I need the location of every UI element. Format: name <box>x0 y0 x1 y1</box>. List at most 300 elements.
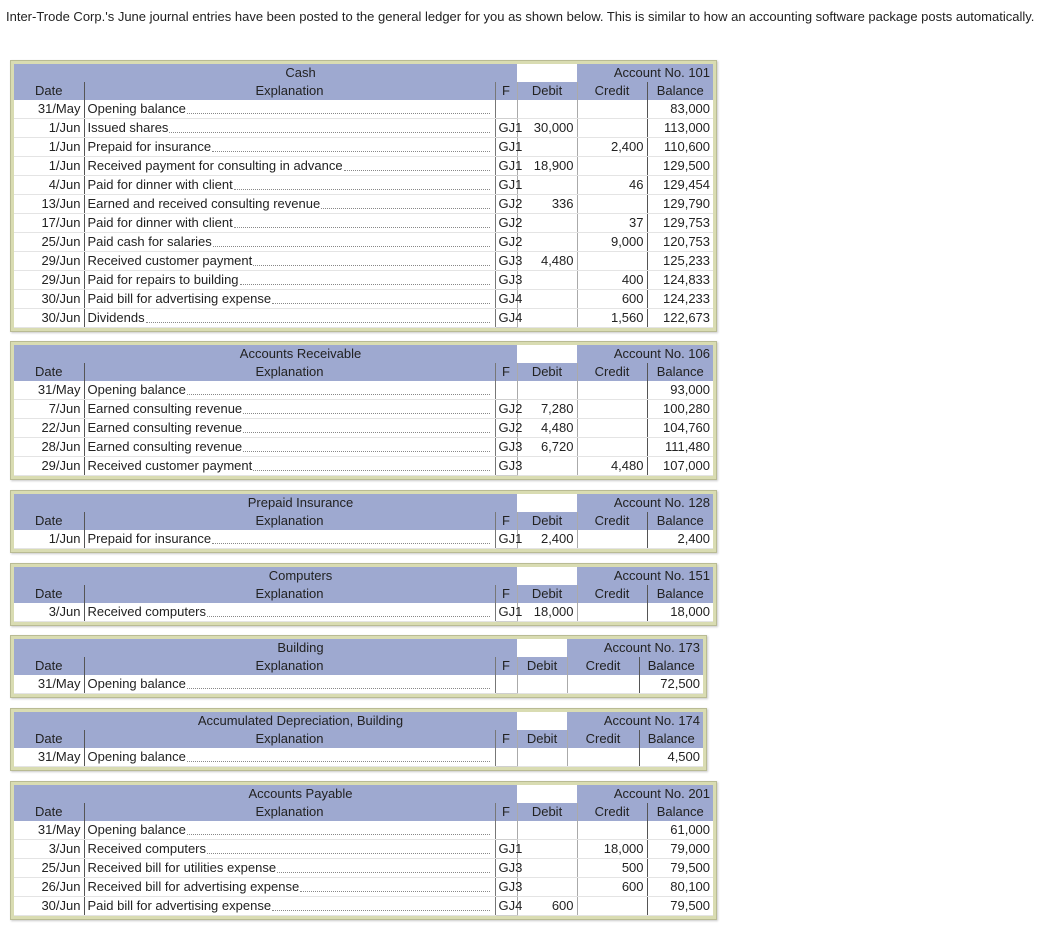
row-balance: 4,500 <box>639 748 703 767</box>
dotted-leader <box>272 303 489 304</box>
row-explanation: Opening balance <box>87 101 186 116</box>
row-date: 29/Jun <box>14 252 84 271</box>
debit-header: Debit <box>517 512 577 530</box>
row-folio: GJ3 <box>495 878 517 897</box>
row-balance: 107,000 <box>647 457 713 476</box>
row-credit: 4,480 <box>577 457 647 476</box>
account-number: Account No. 173 <box>567 639 703 657</box>
ledger-row <box>14 290 713 309</box>
row-debit: 600 <box>517 897 577 916</box>
row-explanation-wrap <box>88 252 492 270</box>
ledger-row <box>14 233 713 252</box>
ledger-row <box>14 271 713 290</box>
explanation-header: Explanation <box>84 82 495 100</box>
row-date: 30/Jun <box>14 290 84 309</box>
row-explanation-cell <box>84 233 495 252</box>
row-debit <box>517 271 577 290</box>
row-debit <box>517 214 577 233</box>
row-explanation-wrap <box>88 419 492 437</box>
row-balance: 18,000 <box>647 603 713 622</box>
account-name: Prepaid Insurance <box>84 494 517 512</box>
explanation-header: Explanation <box>84 803 495 821</box>
row-explanation: Issued shares <box>87 120 169 135</box>
ledger-row <box>14 119 713 138</box>
row-debit: 4,480 <box>517 419 577 438</box>
row-balance: 129,790 <box>647 195 713 214</box>
ledger-row <box>14 530 713 549</box>
row-folio: GJ4 <box>495 897 517 916</box>
title-gap <box>517 785 577 803</box>
row-explanation-cell <box>84 840 495 859</box>
dotted-leader <box>253 470 489 471</box>
row-debit <box>517 381 577 400</box>
row-explanation: Received bill for utilities expense <box>87 860 277 875</box>
ledger-row <box>14 195 713 214</box>
row-folio: GJ3 <box>495 859 517 878</box>
ledger-computers <box>10 563 717 626</box>
row-credit: 46 <box>577 176 647 195</box>
ledger-row <box>14 840 713 859</box>
row-balance: 83,000 <box>647 100 713 119</box>
credit-header: Credit <box>577 585 647 603</box>
row-folio: GJ2 <box>495 419 517 438</box>
account-number: Account No. 106 <box>577 345 713 363</box>
row-credit <box>577 438 647 457</box>
row-debit <box>517 675 567 694</box>
ledger-row <box>14 821 713 840</box>
row-balance: 124,833 <box>647 271 713 290</box>
dotted-leader <box>146 322 490 323</box>
account-number: Account No. 174 <box>567 712 703 730</box>
balance-header: Balance <box>647 363 713 381</box>
ledger-building <box>10 635 707 698</box>
row-explanation-wrap <box>88 530 492 548</box>
row-explanation-wrap <box>88 381 492 399</box>
credit-header: Credit <box>577 82 647 100</box>
row-debit: 6,720 <box>517 438 577 457</box>
row-explanation-wrap <box>88 138 492 156</box>
ledger-prepaid-insurance <box>10 490 717 553</box>
row-folio: GJ1 <box>495 530 517 549</box>
title-spacer <box>14 639 84 657</box>
row-credit: 600 <box>577 290 647 309</box>
row-credit <box>577 400 647 419</box>
row-date: 29/Jun <box>14 457 84 476</box>
dotted-leader <box>187 688 490 689</box>
row-explanation-wrap <box>88 748 492 766</box>
explanation-header: Explanation <box>84 730 495 748</box>
row-explanation: Prepaid for insurance <box>87 531 212 546</box>
dotted-leader <box>169 132 489 133</box>
row-explanation-wrap <box>88 195 492 213</box>
title-spacer <box>14 64 84 82</box>
date-header: Date <box>14 585 84 603</box>
row-explanation: Earned and received consulting revenue <box>87 196 321 211</box>
row-date: 1/Jun <box>14 138 84 157</box>
dotted-leader <box>187 761 490 762</box>
row-debit <box>517 233 577 252</box>
row-date: 30/Jun <box>14 897 84 916</box>
credit-header: Credit <box>577 803 647 821</box>
row-debit: 18,000 <box>517 603 577 622</box>
ledger-table <box>14 639 703 694</box>
f-header: F <box>495 585 517 603</box>
credit-header: Credit <box>577 363 647 381</box>
title-spacer <box>14 567 84 585</box>
debit-header: Debit <box>517 803 577 821</box>
account-name: Building <box>84 639 517 657</box>
row-date: 31/May <box>14 100 84 119</box>
row-explanation: Dividends <box>87 310 145 325</box>
row-explanation: Received customer payment <box>87 458 253 473</box>
ledger-table <box>14 785 713 916</box>
row-date: 30/Jun <box>14 309 84 328</box>
row-credit: 1,560 <box>577 309 647 328</box>
dotted-leader <box>344 170 490 171</box>
ledger-row <box>14 748 703 767</box>
ledger-table <box>14 345 713 476</box>
row-balance: 93,000 <box>647 381 713 400</box>
dotted-leader <box>234 189 490 190</box>
row-credit <box>567 748 639 767</box>
row-folio <box>495 821 517 840</box>
row-balance: 124,233 <box>647 290 713 309</box>
row-explanation-cell <box>84 252 495 271</box>
ledger-row <box>14 859 713 878</box>
ledger-accounts-payable <box>10 781 717 920</box>
row-folio: GJ1 <box>495 157 517 176</box>
row-debit <box>517 859 577 878</box>
row-folio: GJ1 <box>495 138 517 157</box>
row-folio: GJ2 <box>495 195 517 214</box>
row-date: 13/Jun <box>14 195 84 214</box>
dotted-leader <box>213 246 490 247</box>
dotted-leader <box>207 616 490 617</box>
row-debit <box>517 748 567 767</box>
row-explanation-wrap <box>88 603 492 621</box>
row-balance: 125,233 <box>647 252 713 271</box>
row-explanation-cell <box>84 419 495 438</box>
title-gap <box>517 567 577 585</box>
ledger-table <box>14 64 713 328</box>
row-date: 3/Jun <box>14 840 84 859</box>
row-date: 1/Jun <box>14 157 84 176</box>
row-explanation-cell <box>84 157 495 176</box>
ledger-row <box>14 157 713 176</box>
row-credit <box>577 419 647 438</box>
account-number: Account No. 101 <box>577 64 713 82</box>
row-explanation-wrap <box>88 400 492 418</box>
balance-header: Balance <box>639 657 703 675</box>
row-folio <box>495 748 517 767</box>
date-header: Date <box>14 803 84 821</box>
row-explanation: Earned consulting revenue <box>87 439 243 454</box>
row-explanation: Paid cash for salaries <box>87 234 212 249</box>
row-balance: 104,760 <box>647 419 713 438</box>
row-credit: 400 <box>577 271 647 290</box>
row-explanation-cell <box>84 138 495 157</box>
row-explanation: Paid for dinner with client <box>87 177 233 192</box>
account-name: Accumulated Depreciation, Building <box>84 712 517 730</box>
dotted-leader <box>253 265 489 266</box>
ledger-row <box>14 400 713 419</box>
row-explanation: Prepaid for insurance <box>87 139 212 154</box>
ledger-row <box>14 419 713 438</box>
row-explanation-wrap <box>88 840 492 858</box>
account-number: Account No. 128 <box>577 494 713 512</box>
dotted-leader <box>240 284 490 285</box>
row-explanation: Opening balance <box>87 382 186 397</box>
row-debit <box>517 100 577 119</box>
row-explanation-wrap <box>88 859 492 877</box>
row-folio: GJ4 <box>495 290 517 309</box>
debit-header: Debit <box>517 363 577 381</box>
account-name: Accounts Receivable <box>84 345 517 363</box>
row-date: 25/Jun <box>14 233 84 252</box>
balance-header: Balance <box>647 803 713 821</box>
row-explanation-cell <box>84 400 495 419</box>
row-explanation-cell <box>84 603 495 622</box>
dotted-leader <box>212 543 489 544</box>
row-explanation-wrap <box>88 100 492 118</box>
dotted-leader <box>187 113 490 114</box>
debit-header: Debit <box>517 82 577 100</box>
row-date: 1/Jun <box>14 530 84 549</box>
row-folio: GJ2 <box>495 214 517 233</box>
row-date: 3/Jun <box>14 603 84 622</box>
f-header: F <box>495 82 517 100</box>
dotted-leader <box>187 394 490 395</box>
date-header: Date <box>14 82 84 100</box>
row-debit: 7,280 <box>517 400 577 419</box>
row-credit <box>577 100 647 119</box>
ledger-row <box>14 138 713 157</box>
dotted-leader <box>277 872 489 873</box>
explanation-header: Explanation <box>84 363 495 381</box>
row-explanation-wrap <box>88 309 492 327</box>
row-balance: 129,500 <box>647 157 713 176</box>
row-explanation-cell <box>84 309 495 328</box>
title-gap <box>517 345 577 363</box>
explanation-header: Explanation <box>84 512 495 530</box>
f-header: F <box>495 512 517 530</box>
row-explanation-cell <box>84 214 495 233</box>
f-header: F <box>495 657 517 675</box>
intro-text: Inter-Trode Corp.'s June journal entries have been posted to the general ledger for you as shown below. This is similar to how an accounting software package posts automatically. <box>6 9 1035 24</box>
debit-header: Debit <box>517 585 577 603</box>
row-folio: GJ2 <box>495 400 517 419</box>
row-explanation-cell <box>84 176 495 195</box>
row-explanation-cell <box>84 195 495 214</box>
credit-header: Credit <box>567 730 639 748</box>
ledger-row <box>14 100 713 119</box>
row-explanation-cell <box>84 271 495 290</box>
row-explanation-wrap <box>88 233 492 251</box>
account-number: Account No. 151 <box>577 567 713 585</box>
explanation-header: Explanation <box>84 657 495 675</box>
row-credit <box>577 381 647 400</box>
row-balance: 122,673 <box>647 309 713 328</box>
row-balance: 80,100 <box>647 878 713 897</box>
debit-header: Debit <box>517 657 567 675</box>
row-explanation: Paid for dinner with client <box>87 215 233 230</box>
row-explanation-cell <box>84 859 495 878</box>
row-debit <box>517 840 577 859</box>
account-name: Accounts Payable <box>84 785 517 803</box>
row-debit <box>517 457 577 476</box>
ledger-accumulated-depreciation-building <box>10 708 707 771</box>
row-balance: 79,500 <box>647 859 713 878</box>
row-credit <box>567 675 639 694</box>
row-date: 31/May <box>14 675 84 694</box>
row-credit <box>577 821 647 840</box>
row-balance: 79,500 <box>647 897 713 916</box>
row-debit: 18,900 <box>517 157 577 176</box>
row-folio: GJ1 <box>495 840 517 859</box>
row-date: 31/May <box>14 821 84 840</box>
f-header: F <box>495 803 517 821</box>
row-explanation-wrap <box>88 176 492 194</box>
row-folio: GJ4 <box>495 309 517 328</box>
row-debit: 2,400 <box>517 530 577 549</box>
row-explanation-cell <box>84 748 495 767</box>
row-credit <box>577 897 647 916</box>
row-debit <box>517 821 577 840</box>
row-folio: GJ3 <box>495 457 517 476</box>
title-spacer <box>14 712 84 730</box>
row-explanation-wrap <box>88 821 492 839</box>
row-folio: GJ3 <box>495 438 517 457</box>
row-explanation: Received bill for advertising expense <box>87 879 300 894</box>
row-date: 1/Jun <box>14 119 84 138</box>
dotted-leader <box>207 853 490 854</box>
row-explanation: Received computers <box>87 841 206 856</box>
row-credit <box>577 530 647 549</box>
row-balance: 129,753 <box>647 214 713 233</box>
row-credit: 600 <box>577 878 647 897</box>
row-explanation: Received payment for consulting in advance <box>87 158 343 173</box>
account-name: Computers <box>84 567 517 585</box>
row-balance: 2,400 <box>647 530 713 549</box>
date-header: Date <box>14 363 84 381</box>
row-explanation-cell <box>84 530 495 549</box>
row-credit: 9,000 <box>577 233 647 252</box>
title-gap <box>517 712 567 730</box>
row-explanation-cell <box>84 897 495 916</box>
row-date: 29/Jun <box>14 271 84 290</box>
credit-header: Credit <box>567 657 639 675</box>
row-date: 26/Jun <box>14 878 84 897</box>
row-explanation-cell <box>84 438 495 457</box>
row-debit: 336 <box>517 195 577 214</box>
ledger-row <box>14 878 713 897</box>
row-explanation-wrap <box>88 897 492 915</box>
dotted-leader <box>243 432 489 433</box>
row-debit <box>517 309 577 328</box>
f-header: F <box>495 363 517 381</box>
row-explanation-cell <box>84 381 495 400</box>
f-header: F <box>495 730 517 748</box>
row-balance: 129,454 <box>647 176 713 195</box>
row-debit <box>517 878 577 897</box>
ledger-row <box>14 309 713 328</box>
row-explanation-cell <box>84 100 495 119</box>
date-header: Date <box>14 657 84 675</box>
credit-header: Credit <box>577 512 647 530</box>
row-folio <box>495 100 517 119</box>
dotted-leader <box>321 208 489 209</box>
row-explanation-cell <box>84 119 495 138</box>
row-folio <box>495 381 517 400</box>
row-explanation-wrap <box>88 214 492 232</box>
row-explanation: Received computers <box>87 604 206 619</box>
row-explanation-wrap <box>88 290 492 308</box>
row-explanation: Earned consulting revenue <box>87 401 243 416</box>
row-balance: 100,280 <box>647 400 713 419</box>
row-date: 4/Jun <box>14 176 84 195</box>
title-spacer <box>14 785 84 803</box>
row-folio <box>495 675 517 694</box>
row-date: 31/May <box>14 381 84 400</box>
row-date: 28/Jun <box>14 438 84 457</box>
row-debit: 4,480 <box>517 252 577 271</box>
dotted-leader <box>243 413 489 414</box>
ledger-table <box>14 567 713 622</box>
ledger-row <box>14 675 703 694</box>
row-explanation-wrap <box>88 271 492 289</box>
row-credit: 2,400 <box>577 138 647 157</box>
ledger-row <box>14 603 713 622</box>
account-name: Cash <box>84 64 517 82</box>
row-explanation-wrap <box>88 438 492 456</box>
row-folio: GJ3 <box>495 252 517 271</box>
title-gap <box>517 64 577 82</box>
row-explanation: Earned consulting revenue <box>87 420 243 435</box>
date-header: Date <box>14 730 84 748</box>
row-explanation: Opening balance <box>87 822 186 837</box>
row-balance: 120,753 <box>647 233 713 252</box>
row-debit <box>517 176 577 195</box>
row-debit <box>517 290 577 309</box>
dotted-leader <box>212 151 489 152</box>
title-gap <box>517 639 567 657</box>
ledger-cash <box>10 60 717 332</box>
row-balance: 111,480 <box>647 438 713 457</box>
ledger-row <box>14 897 713 916</box>
account-number: Account No. 201 <box>577 785 713 803</box>
row-credit <box>577 252 647 271</box>
row-explanation: Opening balance <box>87 749 186 764</box>
row-explanation: Paid for repairs to building <box>87 272 239 287</box>
row-credit <box>577 119 647 138</box>
title-gap <box>517 494 577 512</box>
ledger-row <box>14 176 713 195</box>
row-explanation-wrap <box>88 878 492 896</box>
row-explanation: Paid bill for advertising expense <box>87 291 272 306</box>
row-credit <box>577 603 647 622</box>
row-explanation: Opening balance <box>87 676 186 691</box>
row-date: 17/Jun <box>14 214 84 233</box>
ledger-table <box>14 712 703 767</box>
row-folio: GJ1 <box>495 603 517 622</box>
row-explanation: Received customer payment <box>87 253 253 268</box>
date-header: Date <box>14 512 84 530</box>
row-explanation: Paid bill for advertising expense <box>87 898 272 913</box>
ledger-accounts-receivable <box>10 341 717 480</box>
row-balance: 72,500 <box>639 675 703 694</box>
row-explanation-wrap <box>88 119 492 137</box>
row-credit: 18,000 <box>577 840 647 859</box>
